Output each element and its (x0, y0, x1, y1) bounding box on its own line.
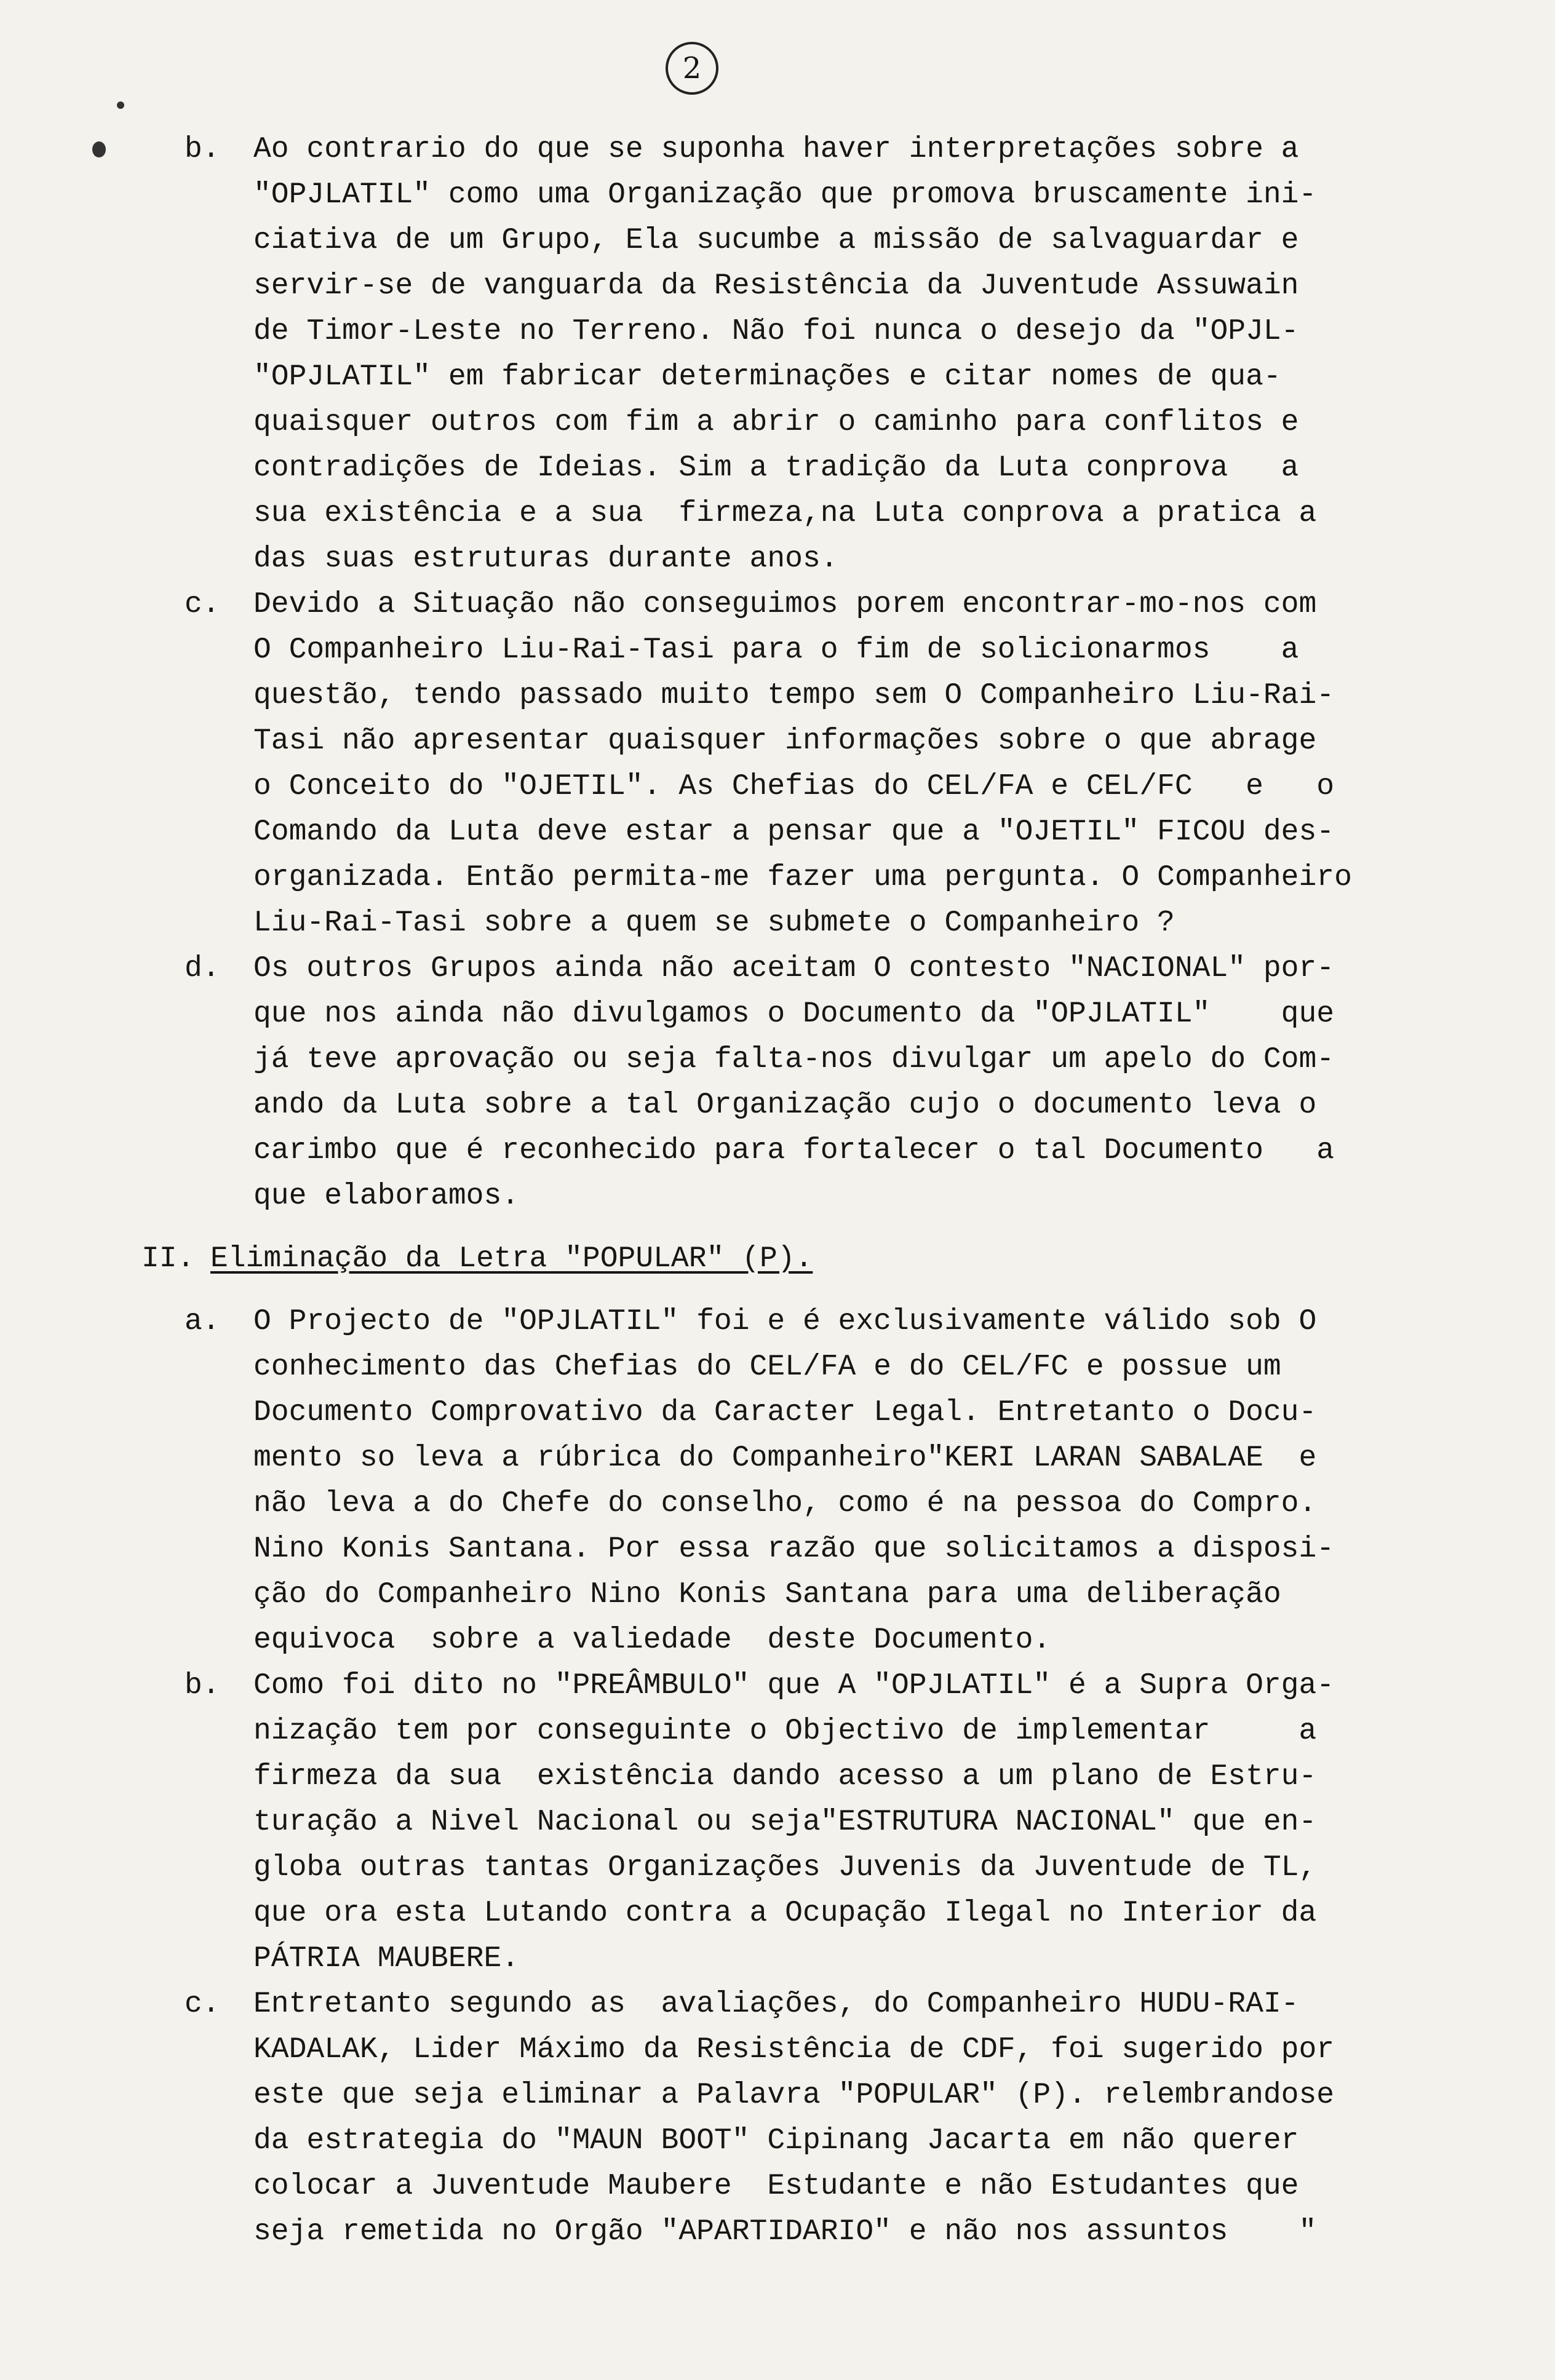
text-line: seja remetida no Orgão "APARTIDARIO" e não nos assuntos " (253, 2215, 1317, 2248)
item-ii-b (185, 1663, 1433, 1981)
text-line: Comando da Luta deve estar a pensar que a "OJETIL" FICOU des- (253, 815, 1335, 849)
text-line: carimbo que é reconhecido para fortalecer o tal Documento a (253, 1134, 1335, 1167)
text-line: turação a Nivel Nacional ou seja"ESTRUTURA NACIONAL" que en- (253, 1806, 1317, 1839)
text-line: da estrategia do "MAUN BOOT" Cipinang Jacarta em não querer (253, 2124, 1299, 2157)
text-line: nização tem por conseguinte o Objectivo de implementar a (253, 1715, 1317, 1748)
ink-speck (92, 141, 106, 157)
section-gap (185, 1282, 1433, 1299)
section-two-heading (141, 1236, 1433, 1282)
text-line: não leva a do Chefe do conselho, como é na pessoa do Compro. (253, 1487, 1317, 1520)
text-line: sua existência e a sua firmeza,na Luta conprova a pratica a (253, 497, 1317, 530)
text-line: KADALAK, Lider Máximo da Resistência de CDF, foi sugerido por (253, 2033, 1335, 2066)
item-b (185, 127, 1433, 582)
text-line: que elaboramos. (253, 1180, 520, 1213)
text-line: equivoca sobre a valiedade deste Documento. (253, 1624, 1051, 1657)
section-one (141, 127, 1433, 2255)
text-line: ando da Luta sobre a tal Organização cujo o documento leva o (253, 1089, 1317, 1122)
section-gap (185, 1219, 1433, 1236)
item-d (185, 946, 1433, 1219)
text-line: "OPJLATIL" em fabricar determinações e citar nomes de qua- (253, 360, 1281, 394)
text-line: ção do Companheiro Nino Konis Santana para uma deliberação (253, 1578, 1281, 1611)
text-line: globa outras tantas Organizações Juvenis da Juventude de TL, (253, 1851, 1317, 1884)
item-marker: a. (185, 1305, 220, 1338)
text-line: organizada. Então permita-me fazer uma pergunta. O Companheiro (253, 861, 1352, 894)
text-line: Liu-Rai-Tasi sobre a quem se submete o Companheiro ? (253, 906, 1175, 940)
text-line: Documento Comprovativo da Caracter Legal. Entretanto o Docu- (253, 1396, 1317, 1429)
text-line: Devido a Situação não conseguimos porem encontrar-mo-nos com (253, 588, 1317, 621)
ink-speck (117, 101, 124, 109)
item-marker: d. (185, 952, 220, 985)
text-line: quaisquer outros com fim a abrir o caminho para conflitos e (253, 406, 1299, 439)
text-line: Tasi não apresentar quaisquer informações sobre o que abrage (253, 724, 1317, 758)
text-line: que nos ainda não divulgamos o Documento da "OPJLATIL" que (253, 998, 1335, 1031)
section-marker: II. (141, 1242, 195, 1275)
item-ii-a (185, 1299, 1433, 1663)
page-number-text: 2 (682, 51, 702, 85)
text-line: Como foi dito no "PREÂMBULO" que A "OPJLATIL" é a Supra Orga- (253, 1669, 1335, 1702)
text-line: Os outros Grupos ainda não aceitam O contesto "NACIONAL" por- (253, 952, 1335, 985)
text-line: já teve aprovação ou seja falta-nos divulgar um apelo do Com- (253, 1043, 1335, 1076)
text-line: mento so leva a rúbrica do Companheiro"KERI LARAN SABALAE e (253, 1442, 1317, 1475)
text-line: O Companheiro Liu-Rai-Tasi para o fim de solicionarmos a (253, 633, 1299, 667)
text-line: conhecimento das Chefias do CEL/FA e do CEL/FC e possue um (253, 1351, 1281, 1384)
text-line: PÁTRIA MAUBERE. (253, 1942, 520, 1975)
text-line: firmeza da sua existência dando acesso a um plano de Estru- (253, 1760, 1317, 1793)
text-line: servir-se de vanguarda da Resistência da Juventude Assuwain (253, 269, 1299, 303)
item-marker: b. (185, 133, 220, 166)
item-marker: b. (185, 1669, 220, 1702)
text-line: o Conceito do "OJETIL". As Chefias do CEL/FA e CEL/FC e o (253, 770, 1335, 803)
text-line: Entretanto segundo as avaliações, do Companheiro HUDU-RAI- (253, 1988, 1299, 2021)
text-line: Ao contrario do que se suponha haver interpretações sobre a (253, 133, 1299, 166)
item-marker: c. (185, 588, 220, 621)
text-line: que ora esta Lutando contra a Ocupação Ilegal no Interior da (253, 1897, 1317, 1930)
text-line: ciativa de um Grupo, Ela sucumbe a missão de salvaguardar e (253, 224, 1299, 257)
text-line: colocar a Juventude Maubere Estudante e não Estudantes que (253, 2170, 1299, 2203)
item-c (185, 582, 1433, 946)
text-line: O Projecto de "OPJLATIL" foi e é exclusivamente válido sob O (253, 1305, 1317, 1338)
item-ii-c (185, 1981, 1433, 2255)
text-line: "OPJLATIL" como uma Organização que promova bruscamente ini- (253, 178, 1317, 212)
text-line: contradições de Ideias. Sim a tradição da Luta conprova a (253, 451, 1299, 485)
page-number (666, 42, 718, 95)
text-line: este que seja eliminar a Palavra "POPULAR" (P). relembrandose (253, 2079, 1335, 2112)
text-line: Nino Konis Santana. Por essa razão que solicitamos a disposi- (253, 1533, 1335, 1566)
text-line: de Timor-Leste no Terreno. Não foi nunca o desejo da "OPJL- (253, 315, 1299, 348)
section-title: Eliminação da Letra "POPULAR" (P). (210, 1242, 813, 1275)
item-marker: c. (185, 1988, 220, 2021)
text-line: questão, tendo passado muito tempo sem O Companheiro Liu-Rai- (253, 679, 1335, 712)
text-line: das suas estruturas durante anos. (253, 542, 838, 576)
